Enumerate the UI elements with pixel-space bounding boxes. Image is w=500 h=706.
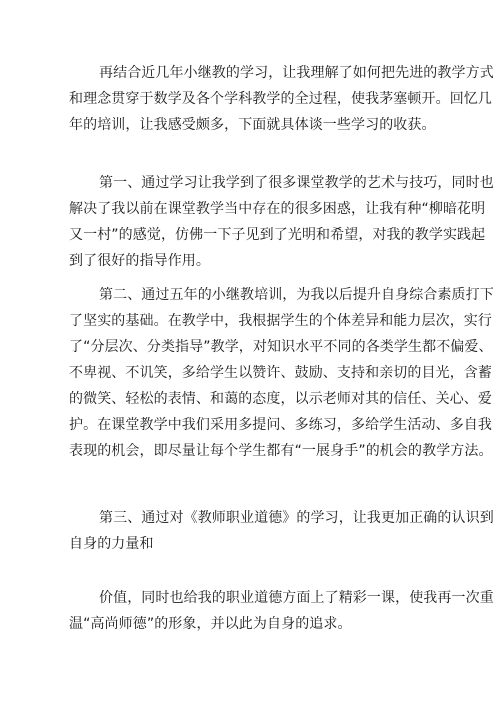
paragraph-line: 第二、通过五年的小继教培训，为我以后提升自身综合素质打下 — [99, 287, 494, 303]
paragraph-line: 再结合近几年小继教的学习，让我理解了如何把先进的教学方式 — [99, 65, 494, 81]
paragraph-third-point — [69, 505, 494, 557]
paragraph-line: 到了很好的指导作用。 — [69, 253, 210, 269]
paragraph-line: 温“高尚师德”的形象，并以此为自身的追求。 — [69, 616, 352, 632]
paragraph-continuation — [69, 585, 494, 637]
paragraph-line: 第一、通过学习让我学到了很多课堂教学的艺术与技巧，同时也 — [99, 175, 494, 191]
paragraph-first-point — [69, 170, 494, 274]
paragraph-line: 又一村”的感觉，仿佛一下子见到了光明和希望，对我的教学实践起 — [69, 227, 486, 243]
paragraph-line: 护。在课堂教学中我们采用多提问、多练习，多给学生活动、多自我 — [69, 417, 492, 433]
paragraph-line: 的微笑、轻松的表情、和蔼的态度，以示老师对其的信任、关心、爱 — [69, 391, 492, 407]
paragraph-line: 年的培训，让我感受颇多，下面就具体谈一些学习的收获。 — [69, 117, 436, 133]
paragraph-line: 解决了我以前在课堂教学当中存在的很多困惑，让我有种“柳暗花明 — [69, 201, 486, 217]
paragraph-line: 价值，同时也给我的职业道德方面上了精彩一课，使我再一次重 — [99, 590, 494, 606]
paragraph-line: 和理念贯穿于数学及各个学科教学的全过程，使我茅塞顿开。回忆几 — [69, 91, 492, 107]
paragraph-line: 了“分层次、分类指导”教学，对知识水平不同的各类学生都不偏爱、 — [69, 339, 493, 355]
paragraph-line: 不卑视、不讥笑，多给学生以赞许、鼓励、支持和亲切的目光，含蓄 — [69, 365, 492, 381]
paragraph-line: 第三、通过对《教师职业道德》的学习，让我更加正确的认识到 — [99, 510, 494, 526]
paragraph-line: 了坚实的基础。在教学中，我根据学生的个体差异和能力层次，实行 — [69, 313, 492, 329]
paragraph-line: 自身的力量和 — [69, 536, 154, 552]
paragraph-second-point — [69, 282, 494, 464]
paragraph-line: 表现的机会，即尽量让每个学生都有“一展身手”的机会的教学方法。 — [69, 443, 493, 459]
paragraph-intro — [69, 60, 494, 138]
